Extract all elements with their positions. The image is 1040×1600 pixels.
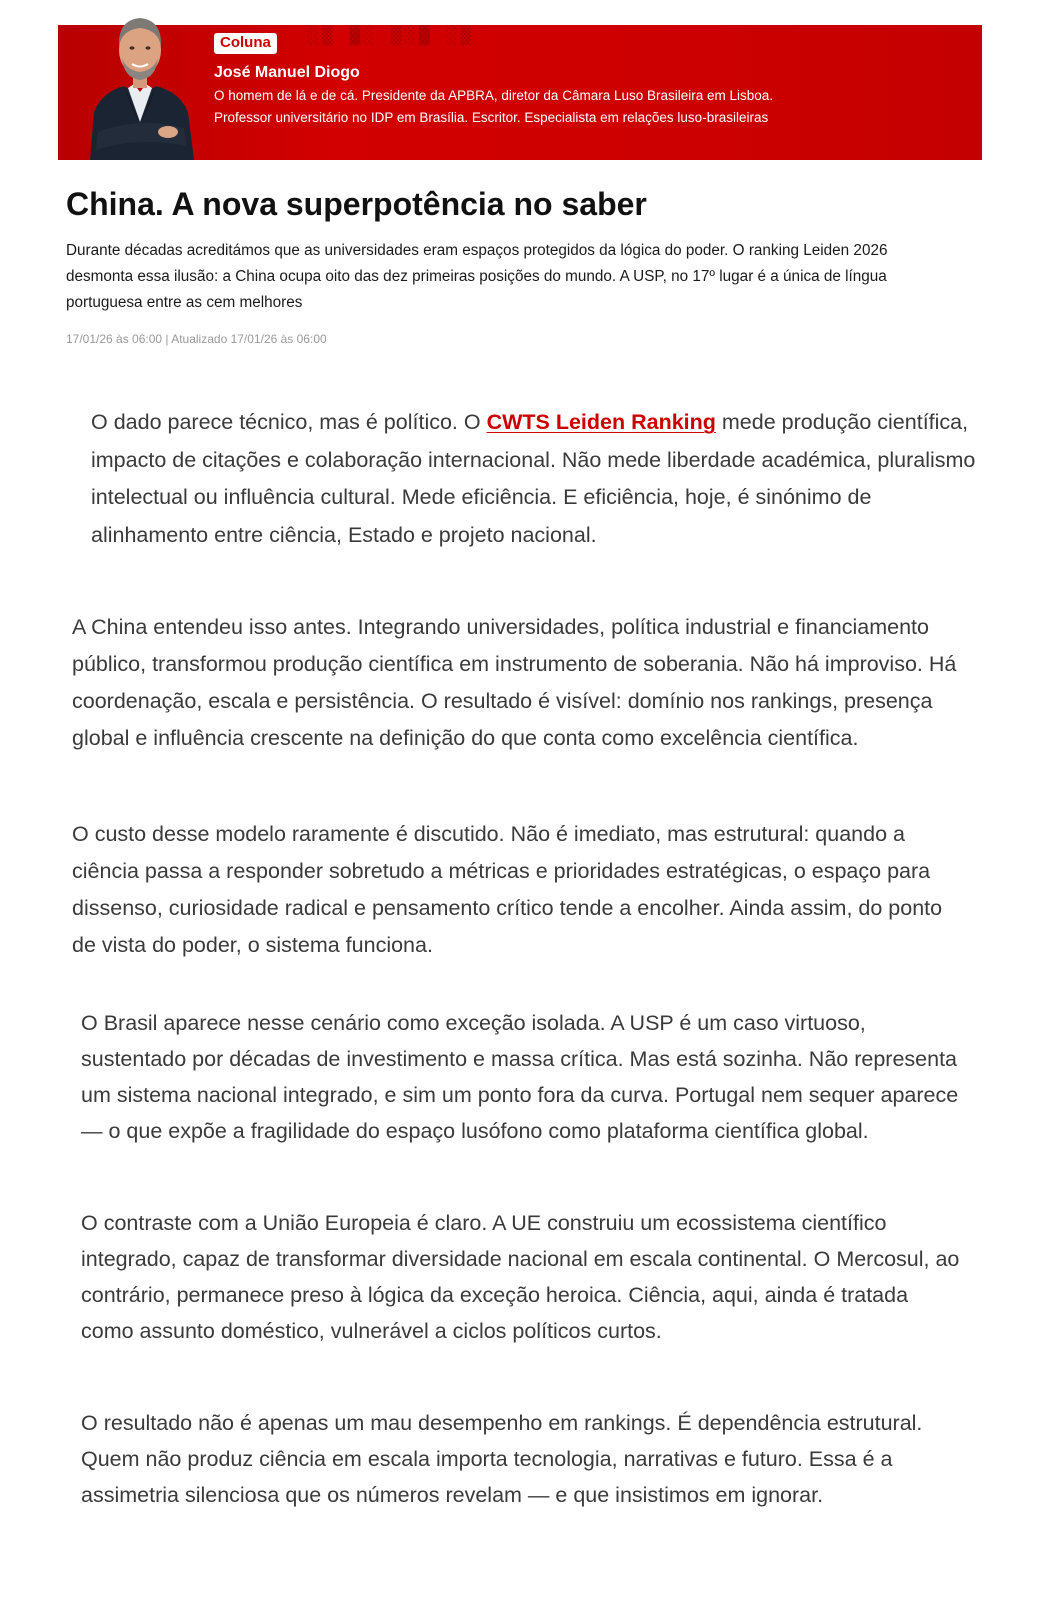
article-paragraph-5: O contraste com a União Europeia é claro. A UE construiu um ecossistema científico integrado, capaz de transformar diversidade nacional em escala continental. O Mercosul, ao contrário, permanece preso à lógica da exceção heroica. Ciência, aqui, ainda é tratada como assunto doméstico, vulnerável a ciclos políticos curtos. bbox=[81, 1211, 960, 1343]
paragraph-1-text-after-link: mede produção científica, impacto de citações e colaboração internacional. Não mede liberdade académica, pluralismo intelectual ou influência cultural. Mede eficiência. E eficiência, hoje, é sinónimo de alinhamento entre ciência, Estado e projeto nacional. bbox=[91, 410, 976, 547]
author-banner bbox=[58, 25, 982, 160]
cwts-leiden-ranking-link[interactable]: CWTS Leiden Ranking bbox=[486, 410, 716, 434]
article-paragraph-3: O custo desse modelo raramente é discutido. Não é imediato, mas estrutural: quando a ciência passa a responder sobretudo a métricas e prioridades estratégicas, o espaço para dissenso, curiosidade radical e pensamento crítico tende a encolher. Ainda assim, do ponto de vista do poder, o sistema funciona. bbox=[72, 822, 943, 957]
article-title: China. A nova superpotência no saber bbox=[66, 186, 647, 222]
article-lead: Durante décadas acreditámos que as universidades eram espaços protegidos da lógica do poder. O ranking Leiden 2026 desmonta essa ilusão: a China ocupa oito das dez primeiras posições do mundo. A USP, no 17º lugar é a única de língua portuguesa entre as cem melhores bbox=[66, 242, 888, 311]
article-paragraph-2: A China entendeu isso antes. Integrando universidades, política industrial e financiamento público, transformou produção científica em instrumento de soberania. Não há improviso. Há coordenação, escala e persistência. O resultado é visível: domínio nos rankings, presença global e influência crescente na definição do que conta como excelência científica. bbox=[72, 615, 957, 750]
author-bio: O homem de lá e de cá. Presidente da APBRA, diretor da Câmara Luso Brasileira em Lisboa. Professor universitário no IDP em Brasília. Escritor. Especialista em relações luso-brasileiras bbox=[214, 88, 774, 125]
author-photo[interactable] bbox=[84, 0, 196, 160]
banner-background-texture: ░▒ ▓░ ▒░▓ ░▒ bbox=[308, 25, 475, 46]
author-name[interactable]: José Manuel Diogo bbox=[214, 64, 360, 81]
article-paragraph-1 bbox=[91, 404, 981, 554]
paragraph-1-text-before-link: O dado parece técnico, mas é político. O bbox=[91, 410, 487, 434]
article-paragraph-6: O resultado não é apenas um mau desempenho em rankings. É dependência estrutural. Quem não produz ciência em escala importa tecnologia, narrativas e futuro. Essa é a assimetria silenciosa que os números revelam — e que insistimos em ignorar. bbox=[81, 1411, 923, 1507]
column-badge[interactable]: Coluna bbox=[214, 33, 277, 54]
article-paragraph-4: O Brasil aparece nesse cenário como exceção isolada. A USP é um caso virtuoso, sustentado por décadas de investimento e massa crítica. Mas está sozinha. Não representa um sistema nacional integrado, e sim um ponto fora da curva. Portugal nem sequer aparece — o que expõe a fragilidade do espaço lusófono como plataforma científica global. bbox=[81, 1011, 959, 1143]
article-timestamp: 17/01/26 às 06:00 | Atualizado 17/01/26 às 06:00 bbox=[66, 332, 327, 346]
author-info bbox=[214, 33, 834, 129]
